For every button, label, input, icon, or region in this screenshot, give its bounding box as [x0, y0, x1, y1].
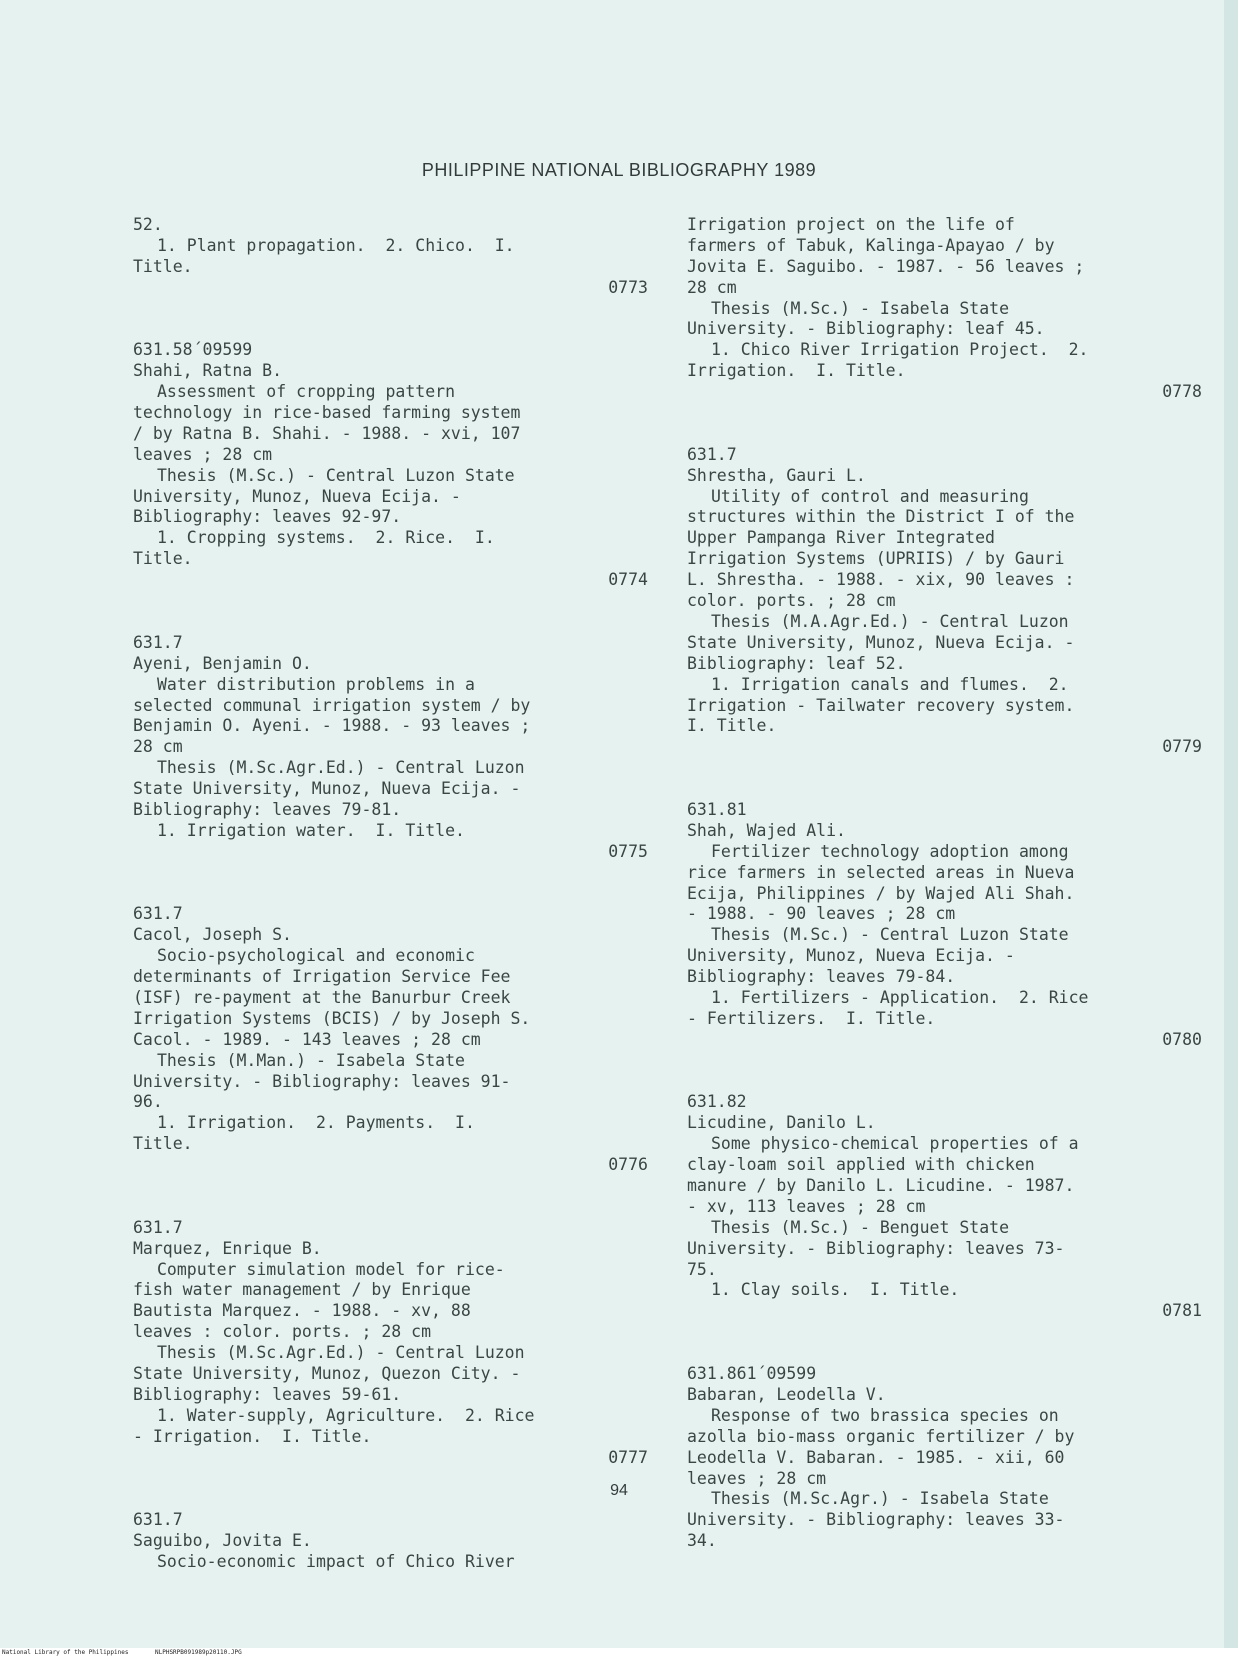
bibliography-entry [133, 215, 648, 299]
entry-spacer [133, 591, 648, 633]
entry-spacer [133, 299, 648, 341]
bibliography-entry [133, 1510, 648, 1573]
entry-line: (ISF) re-payment at the Banurbur Creek [133, 988, 511, 1007]
entry-line: Cacol. - 1989. - 143 leaves ; 28 cm [133, 1029, 481, 1049]
entry-line: 1. Chico River Irrigation Project. 2. [711, 340, 1089, 360]
entry-line: Bibliography: leaves 59-61. [133, 1384, 402, 1404]
entry-first-line: 631.7 [133, 904, 183, 924]
bibliography-entry [687, 1092, 1202, 1322]
entry-line: technology in rice-based farming system [133, 403, 521, 423]
entry-line: Title. [133, 549, 193, 569]
entry-line: Thesis (M.Sc.) - Isabela State [711, 298, 1010, 318]
entry-line: State University, Munoz, Quezon City. - [133, 1364, 521, 1384]
entry-line: Bibliography: leaves 79-81. [133, 799, 402, 819]
scan-footer-bar [0, 1648, 1238, 1658]
entry-line: University. - Bibliography: leaves 91- [133, 1071, 511, 1091]
entry-line: State University, Munoz, Nueva Ecija. - [133, 779, 521, 799]
record-number: 0778 [1162, 382, 1202, 402]
left-column [133, 215, 648, 1573]
entry-line: Thesis (M.Man.) - Isabela State [157, 1050, 465, 1070]
entry-line: leaves ; 28 cm [687, 1468, 827, 1488]
entry-line: State University, Munoz, Nueva Ecija. - [687, 632, 1075, 652]
entry-line: 1. Plant propagation. 2. Chico. I. [157, 235, 515, 255]
entry-line: 1. Clay soils. I. Title. [711, 1280, 960, 1300]
entry-line: Thesis (M.A.Agr.Ed.) - Central Luzon [711, 611, 1069, 631]
entry-line: farmers of Tabuk, Kalinga-Apayao / by [687, 235, 1055, 255]
entry-line: Thesis (M.Sc.) - Benguet State [711, 1217, 1010, 1237]
bibliography-entry [133, 1218, 648, 1469]
page-number: 94 [610, 1482, 628, 1499]
entry-line: 34. [687, 1531, 717, 1551]
entry-line: / by Ratna B. Shahi. - 1988. - xvi, 107 [133, 423, 521, 443]
entry-line: 1. Water-supply, Agriculture. 2. Rice [157, 1405, 535, 1425]
entry-line: Socio-psychological and economic [157, 946, 475, 966]
bibliography-entry [687, 1364, 1202, 1552]
entry-line: - xv, 113 leaves ; 28 cm [687, 1196, 926, 1216]
record-number: 0774 [608, 570, 648, 590]
entry-line: Shrestha, Gauri L. [687, 465, 866, 485]
entry-line: University, Munoz, Nueva Ecija. - [687, 946, 1015, 966]
entry-line: Jovita E. Saguibo. - 1987. - 56 leaves ; [687, 256, 1085, 276]
entry-line: fish water management / by Enrique [133, 1280, 471, 1300]
entry-line: L. Shrestha. - 1988. - xix, 90 leaves : [687, 570, 1075, 590]
entry-line: Thesis (M.Sc.) - Central Luzon State [157, 465, 515, 485]
bibliography-entry [687, 445, 1202, 758]
entry-line: University. - Bibliography: leaves 33- [687, 1510, 1065, 1530]
entry-line: 96. [133, 1092, 163, 1112]
entry-line: structures within the District I of the [687, 507, 1075, 527]
entry-line: Shahi, Ratna B. [133, 361, 283, 381]
record-number: 0775 [608, 841, 648, 861]
entry-line: azolla bio-mass organic fertilizer / by [687, 1426, 1075, 1446]
entry-line: manure / by Danilo L. Licudine. - 1987. [687, 1176, 1075, 1196]
entry-line: Thesis (M.Sc.Agr.Ed.) - Central Luzon [157, 1343, 525, 1363]
entry-line: I. Title. [687, 716, 777, 736]
entry-line: Saguibo, Jovita E. [133, 1531, 312, 1551]
entry-line: determinants of Irrigation Service Fee [133, 967, 511, 987]
entry-line: Bautista Marquez. - 1988. - xv, 88 [133, 1301, 471, 1321]
entry-line: Irrigation Systems (UPRIIS) / by Gauri [687, 549, 1065, 569]
entry-spacer [133, 1176, 648, 1218]
entry-line: Irrigation - Tailwater recovery system. [687, 695, 1075, 715]
entry-line: 1. Irrigation water. I. Title. [157, 820, 465, 840]
page-title: PHILIPPINE NATIONAL BIBLIOGRAPHY 1989 [421, 160, 817, 180]
entry-line: Thesis (M.Sc.Agr.Ed.) - Central Luzon [157, 758, 525, 778]
entry-line: Upper Pampanga River Integrated [687, 528, 995, 548]
entry-line: Marquez, Enrique B. [133, 1238, 322, 1258]
entry-line: 1. Irrigation canals and flumes. 2. [711, 674, 1069, 694]
record-number: 0773 [608, 277, 648, 297]
record-number: 0777 [608, 1447, 648, 1467]
entry-line: 75. [687, 1259, 717, 1279]
entry-line: Irrigation. I. Title. [687, 361, 906, 381]
entry-line: Leodella V. Babaran. - 1985. - xii, 60 [687, 1447, 1065, 1467]
entry-line: 1. Cropping systems. 2. Rice. I. [157, 528, 495, 548]
entry-spacer [687, 1051, 1202, 1093]
entry-first-line: 631.7 [687, 444, 737, 464]
entry-line: Title. [133, 256, 193, 276]
entry-line: Socio-economic impact of Chico River [157, 1552, 515, 1572]
entry-line: selected communal irrigation system / by [133, 695, 531, 715]
entry-line: Computer simulation model for rice- [157, 1259, 505, 1279]
entry-line: Benjamin O. Ayeni. - 1988. - 93 leaves ; [133, 716, 531, 736]
entry-line: Utility of control and measuring [711, 486, 1029, 506]
bibliography-entry [133, 340, 648, 591]
entry-line: Fertilizer technology adoption among [711, 841, 1069, 861]
entry-line: Bibliography: leaves 92-97. [133, 507, 402, 527]
entry-first-line: 631.7 [133, 1217, 183, 1237]
entry-line: 1. Irrigation. 2. Payments. I. [157, 1113, 475, 1133]
record-number: 0780 [1162, 1029, 1202, 1049]
entry-line: clay-loam soil applied with chicken [687, 1155, 1035, 1175]
entry-line: Bibliography: leaves 79-84. [687, 967, 956, 987]
entry-line: Ecija, Philippines / by Wajed Ali Shah. [687, 883, 1075, 903]
entry-line: 28 cm [133, 737, 183, 757]
page-edge-strip [1224, 0, 1238, 1658]
entry-first-line: 631.7 [133, 1510, 183, 1530]
entry-line: color. ports. ; 28 cm [687, 591, 896, 611]
entry-first-line: 631.58´09599 [133, 340, 253, 360]
entry-line: leaves : color. ports. ; 28 cm [133, 1322, 432, 1342]
entry-line: - Irrigation. I. Title. [133, 1426, 372, 1446]
entry-line: Thesis (M.Sc.Agr.) - Isabela State [711, 1489, 1049, 1509]
entry-spacer [687, 1322, 1202, 1364]
record-number: 0779 [1162, 737, 1202, 757]
entry-line: Thesis (M.Sc.) - Central Luzon State [711, 925, 1069, 945]
entry-line: Licudine, Danilo L. [687, 1113, 876, 1133]
entry-line: Title. [133, 1134, 193, 1154]
record-number: 0776 [608, 1155, 648, 1175]
entry-first-line: Irrigation project on the life of [687, 215, 1015, 234]
library-credit: National Library of the Philippines [2, 1649, 129, 1656]
entry-line: Ayeni, Benjamin O. [133, 653, 312, 673]
entry-line: - 1988. - 90 leaves ; 28 cm [687, 904, 956, 924]
entry-line: 1. Fertilizers - Application. 2. Rice [711, 987, 1089, 1007]
entry-line: Irrigation Systems (BCIS) / by Joseph S. [133, 1008, 531, 1028]
entry-line: - Fertilizers. I. Title. [687, 1008, 936, 1028]
entry-line: Shah, Wajed Ali. [687, 820, 846, 840]
bibliography-entry [687, 800, 1202, 1051]
entry-line: Bibliography: leaf 52. [687, 653, 906, 673]
right-column [687, 215, 1202, 1552]
entry-line: Response of two brassica species on [711, 1405, 1059, 1425]
entry-first-line: 631.81 [687, 799, 747, 819]
entry-line: University. - Bibliography: leaves 73- [687, 1238, 1065, 1258]
scan-file-name: NLPHSRPB091989p20110.JPG [155, 1649, 242, 1656]
bibliography-entry [687, 215, 1202, 403]
entry-line: University. - Bibliography: leaf 45. [687, 319, 1045, 339]
entry-first-line: 631.82 [687, 1092, 747, 1112]
entry-line: rice farmers in selected areas in Nueva [687, 862, 1075, 882]
entry-spacer [687, 758, 1202, 800]
entry-line: Some physico-chemical properties of a [711, 1134, 1079, 1154]
entry-line: Babaran, Leodella V. [687, 1384, 886, 1404]
entry-spacer [133, 863, 648, 905]
bibliography-entry [133, 633, 648, 863]
entry-spacer [687, 403, 1202, 445]
entry-first-line: 631.861´09599 [687, 1364, 817, 1384]
entry-line: Cacol, Joseph S. [133, 925, 292, 945]
entry-line: University, Munoz, Nueva Ecija. - [133, 486, 461, 506]
entry-line: Assessment of cropping pattern [157, 382, 456, 402]
entry-first-line: 52. [133, 215, 163, 234]
entry-line: leaves ; 28 cm [133, 444, 273, 464]
entry-line: 28 cm [687, 277, 737, 297]
bibliography-entry [133, 904, 648, 1176]
record-number: 0781 [1162, 1301, 1202, 1321]
entry-line: Water distribution problems in a [157, 674, 475, 694]
entry-first-line: 631.7 [133, 632, 183, 652]
